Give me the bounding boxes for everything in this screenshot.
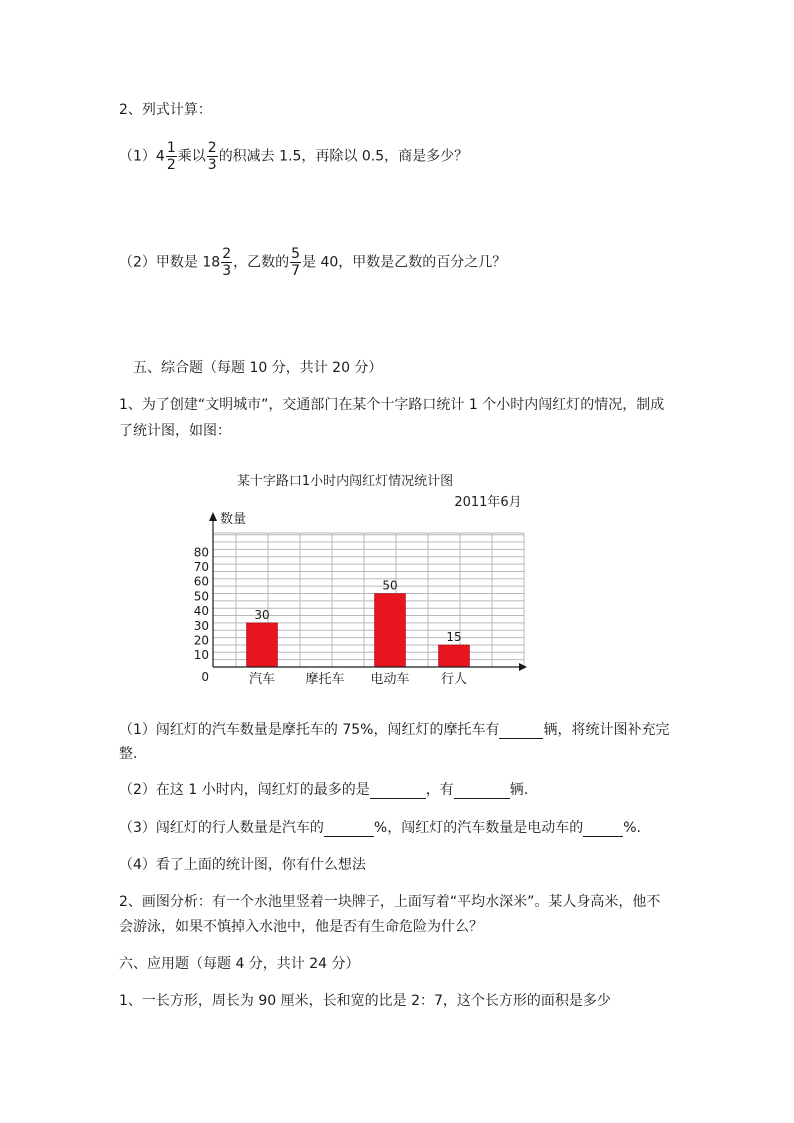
sub3-text-a: （3）闯红灯的行人数量是汽车的 <box>119 820 324 836</box>
bar-2 <box>375 594 406 668</box>
chart-subtitle: 2011年6月 <box>454 495 522 510</box>
sub-question-4: （4）看了上面的统计图，你有什么想法 <box>119 857 366 873</box>
q2-2-text2: 是 40，甲数是乙数的百分之几？ <box>302 254 507 271</box>
s6-q1: 1、一长方形，周长为 90 厘米，长和宽的比是 2：7，这个长方形的面积是多少 <box>119 993 611 1009</box>
sub-question-3 <box>119 819 641 837</box>
x-tick-label: 摩托车 <box>305 672 345 687</box>
bar-chart <box>190 465 540 695</box>
sub2-text-b: ，有 <box>425 782 454 798</box>
fraction-2-3 <box>207 140 218 173</box>
q2-1-text1: 乘以 <box>177 148 206 165</box>
chart-title: 某十字路口1小时内闯红灯情况统计图 <box>236 474 454 489</box>
sub3-text-b: %，闯红灯的汽车数量是电动车的 <box>373 820 584 836</box>
y-tick-label: 50 <box>193 589 209 604</box>
x-axis-arrow <box>519 663 527 671</box>
q2-2-text1: ，乙数的 <box>233 254 290 271</box>
y-tick-label: 80 <box>193 545 209 560</box>
q2-2-question <box>119 246 506 279</box>
sub2-text-c: 辆. <box>509 782 529 798</box>
s5-q1-line1: 1、为了创建“文明城市”，交通部门在某个十字路口统计 1 个小时内闯红灯的情况，制成 <box>119 397 665 413</box>
s5-q2-line2: 会游泳，如果不慎掉入水池中，他是否有生命危险为什么？ <box>119 919 483 935</box>
frac-denominator: 3 <box>207 157 217 173</box>
frac-numerator: 2 <box>222 246 232 262</box>
sub1-text-a: （1）闯红灯的汽车数量是摩托车的 75%，闯红灯的摩托车有 <box>119 722 500 738</box>
x-tick-label: 电动车 <box>370 672 410 687</box>
y-axis-label: 数量 <box>220 512 247 527</box>
y-tick-label: 10 <box>193 648 209 663</box>
bar-3 <box>439 645 470 667</box>
fraction-1-2 <box>166 140 177 173</box>
sub2-text-a: （2）在这 1 小时内，闯红灯的最多的是 <box>119 782 370 798</box>
answer-blank[interactable] <box>370 784 426 799</box>
fraction-5-7 <box>290 246 301 279</box>
y-tick-label: 70 <box>193 560 209 575</box>
origin-label: 0 <box>201 670 209 684</box>
bar-0 <box>247 623 278 667</box>
frac-numerator: 5 <box>291 246 301 262</box>
q2-1-text2: 的积减去 1.5，再除以 0.5，商是多少？ <box>218 148 469 165</box>
data-label: 30 <box>254 607 270 622</box>
answer-blank[interactable] <box>454 784 510 799</box>
y-axis-arrow <box>209 512 217 521</box>
sub1-text-b: 辆，将统计图补充完 <box>543 722 670 738</box>
y-tick-label: 20 <box>193 633 209 648</box>
s5-q2-line1: 2、画图分析：有一个水池里竖着一块牌子，上面写着“平均水深米”。某人身高米，他不 <box>119 894 661 910</box>
answer-blank[interactable] <box>499 724 543 739</box>
q2-1-question <box>119 140 468 173</box>
frac-denominator: 2 <box>166 157 176 173</box>
y-tick-label: 60 <box>193 574 209 589</box>
answer-blank[interactable] <box>583 822 623 837</box>
x-tick-label: 汽车 <box>248 672 276 687</box>
chart-labels <box>194 545 467 687</box>
q2-1-whole: 4 <box>155 148 165 165</box>
frac-denominator: 3 <box>222 263 232 279</box>
fraction-2-3 <box>221 246 232 279</box>
q2-1-label: （1） <box>119 148 156 165</box>
section-5-heading: 五、综合题（每题 10 分，共计 20 分） <box>133 360 383 376</box>
data-label: 15 <box>446 629 462 644</box>
q2-heading: 2、列式计算： <box>119 102 212 118</box>
sub3-text-c: %. <box>623 820 641 836</box>
sub1-text-c: 整. <box>119 746 138 762</box>
section-6-heading: 六、应用题（每题 4 分，共计 24 分） <box>119 956 360 972</box>
sub-question-2 <box>119 781 528 799</box>
frac-numerator: 1 <box>166 140 176 156</box>
y-tick-label: 30 <box>193 618 209 633</box>
frac-denominator: 7 <box>291 263 301 279</box>
sub-question-1 <box>119 721 669 739</box>
y-tick-label: 40 <box>193 604 209 619</box>
data-label: 50 <box>382 578 398 593</box>
answer-blank[interactable] <box>324 822 374 837</box>
q2-2-whole: 18 <box>202 254 221 271</box>
s5-q1-line2: 了统计图，如图： <box>119 423 231 439</box>
frac-numerator: 2 <box>207 140 217 156</box>
q2-2-label: （2）甲数是 <box>119 254 198 271</box>
x-tick-label: 行人 <box>440 672 468 687</box>
